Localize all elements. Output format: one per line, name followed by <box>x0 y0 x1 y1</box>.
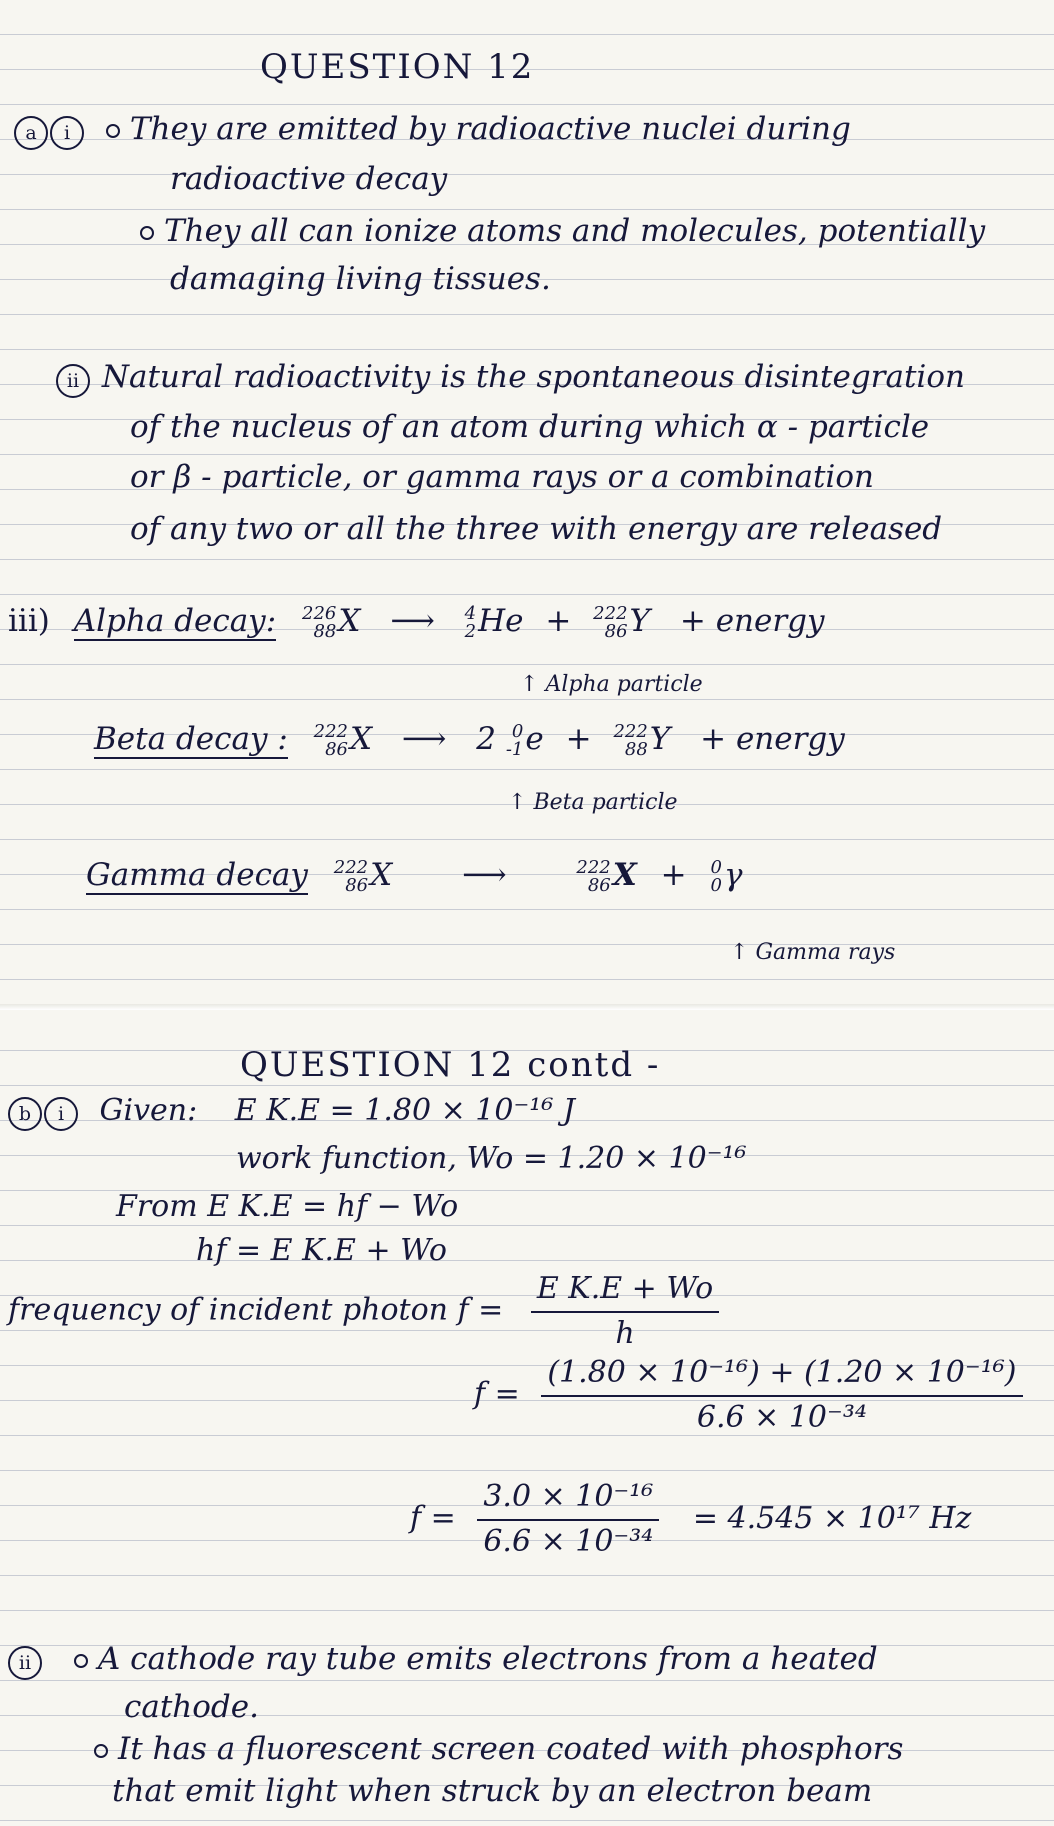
beta-energy: + energy <box>700 721 845 757</box>
gamma-daughter-symbol: X <box>612 857 637 893</box>
electron-symbol: e <box>525 721 544 757</box>
substitution-denominator: 6.6 × 10⁻³⁴ <box>696 1399 867 1435</box>
part-ii-marker: ii <box>8 1646 42 1680</box>
gamma-ray-numbers: 0 0 <box>710 856 722 896</box>
a-ii-line4: of any two or all the three with energy are released <box>130 511 943 547</box>
arrow-up-icon: ↑ <box>508 790 534 815</box>
bullet-dot <box>94 1744 108 1758</box>
part-iii-marker: iii) <box>8 603 50 639</box>
part-a-i-bullet1-line1 <box>14 112 851 150</box>
beta-daughter-numbers: 222 88 <box>613 720 648 760</box>
alpha-parent-numbers: 226 88 <box>302 602 337 642</box>
frequency-fraction <box>531 1272 719 1351</box>
hf-equation-line: hf = E K.E + Wo <box>196 1233 447 1268</box>
given-kinetic-energy: E K.E = 1.80 × 10⁻¹⁶ J <box>234 1093 575 1128</box>
alpha-daughter-symbol: Y <box>629 603 650 639</box>
alpha-particle-note: ↑ Alpha particle <box>520 672 703 697</box>
b-ii-bullet1-line1 <box>8 1642 878 1680</box>
beta-arrow: ⟶ <box>401 721 447 757</box>
alpha-decay-equation <box>8 604 825 641</box>
bullet-dot <box>106 124 120 138</box>
b-ii-bullet1-line1-text: A cathode ray tube emits electrons from a heated <box>97 1641 878 1677</box>
a-i-bullet1-line1-text: They are emitted by radioactive nuclei during <box>129 111 851 147</box>
beta-coefficient: 2 <box>476 721 496 757</box>
page-title: QUESTION 12 <box>260 47 535 87</box>
work-function-line: work function, Wo = 1.20 × 10⁻¹⁶ <box>236 1141 747 1176</box>
frequency-substitution <box>474 1356 1023 1435</box>
frequency-result <box>410 1480 971 1559</box>
arrow-up-icon: ↑ <box>520 672 546 697</box>
alpha-arrow: ⟶ <box>390 603 435 639</box>
gamma-decay-label: Gamma decay <box>86 857 308 893</box>
frequency-numerator: E K.E + Wo <box>531 1272 719 1313</box>
b-ii-bullet2-line1-text: It has a fluorescent screen coated with phosphors <box>118 1731 904 1767</box>
frequency-denominator: h <box>615 1315 635 1351</box>
arrow-up-icon: ↑ <box>730 940 756 965</box>
beta-parent-symbol: X <box>349 721 373 757</box>
alpha-daughter-numbers: 222 86 <box>593 602 628 642</box>
electron-numbers: 0 -1 <box>505 720 524 760</box>
substitution-numerator: (1.80 × 10⁻¹⁶) + (1.20 × 10⁻¹⁶) <box>541 1356 1022 1397</box>
a-i-bullet1-line2: radioactive decay <box>170 161 448 197</box>
result-denominator: 6.6 × 10⁻³⁴ <box>483 1523 654 1559</box>
given-line <box>8 1094 575 1131</box>
gamma-ray-symbol: γ <box>723 857 743 893</box>
a-i-bullet2-line1 <box>140 214 985 250</box>
part-a-marker: a <box>14 116 48 150</box>
gamma-rays-note: ↑ Gamma rays <box>730 940 896 965</box>
frequency-label: frequency of incident photon f = <box>8 1292 504 1328</box>
frequency-formula <box>8 1272 719 1351</box>
given-label: Given: <box>99 1093 198 1128</box>
helium-symbol: He <box>478 603 524 639</box>
gamma-decay-equation <box>86 858 743 895</box>
gamma-parent-symbol: X <box>370 857 393 893</box>
beta-particle-note: ↑ Beta particle <box>508 790 678 815</box>
from-equation-line: From E K.E = hf − Wo <box>116 1189 459 1224</box>
alpha-parent-symbol: X <box>338 603 361 639</box>
substitution-lhs: f = <box>474 1376 520 1412</box>
a-i-bullet2-line2: damaging living tissues. <box>170 261 551 297</box>
part-i-marker: i <box>44 1097 78 1131</box>
a-ii-line1-text: Natural radioactivity is the spontaneous disintegration <box>101 359 965 395</box>
gamma-plus: + <box>660 857 687 893</box>
alpha-plus: + <box>545 603 572 639</box>
beta-decay-label: Beta decay : <box>94 721 288 757</box>
b-ii-bullet2-line1 <box>72 1732 903 1768</box>
b-ii-bullet2-line2: that emit light when struck by an electron beam <box>112 1773 873 1809</box>
a-ii-line3: or β - particle, or gamma rays or a combination <box>130 459 874 495</box>
page-title-contd: QUESTION 12 contd - <box>240 1045 661 1085</box>
result-lhs: f = <box>410 1500 456 1536</box>
part-b-marker: b <box>8 1097 42 1131</box>
notebook-page-2 <box>0 1010 1054 1826</box>
beta-decay-equation <box>94 722 845 759</box>
result-value: = 4.545 × 10¹⁷ Hz <box>692 1500 972 1536</box>
result-numerator: 3.0 × 10⁻¹⁶ <box>477 1480 659 1521</box>
alpha-decay-label: Alpha decay: <box>73 603 277 639</box>
bullet-dot <box>74 1654 88 1668</box>
gamma-parent-numbers: 222 86 <box>333 856 369 896</box>
a-ii-line1 <box>56 360 965 398</box>
helium-numbers: 4 2 <box>464 602 477 642</box>
part-ii-marker: ii <box>56 364 90 398</box>
a-i-bullet2-line1-text: They all can ionize atoms and molecules, potentially <box>164 213 986 249</box>
result-fraction <box>477 1480 659 1559</box>
a-ii-line2: of the nucleus of an atom during which α - particle <box>130 409 930 445</box>
alpha-energy: + energy <box>679 603 825 639</box>
beta-daughter-symbol: Y <box>649 721 671 757</box>
beta-plus: + <box>565 721 592 757</box>
substitution-fraction <box>541 1356 1022 1435</box>
bullet-dot <box>140 226 154 240</box>
beta-parent-numbers: 222 86 <box>313 720 348 760</box>
gamma-arrow: ⟶ <box>462 857 507 893</box>
b-ii-bullet1-line2: cathode. <box>124 1689 259 1725</box>
gamma-daughter-numbers: 222 86 <box>576 856 611 896</box>
part-i-marker: i <box>50 116 84 150</box>
